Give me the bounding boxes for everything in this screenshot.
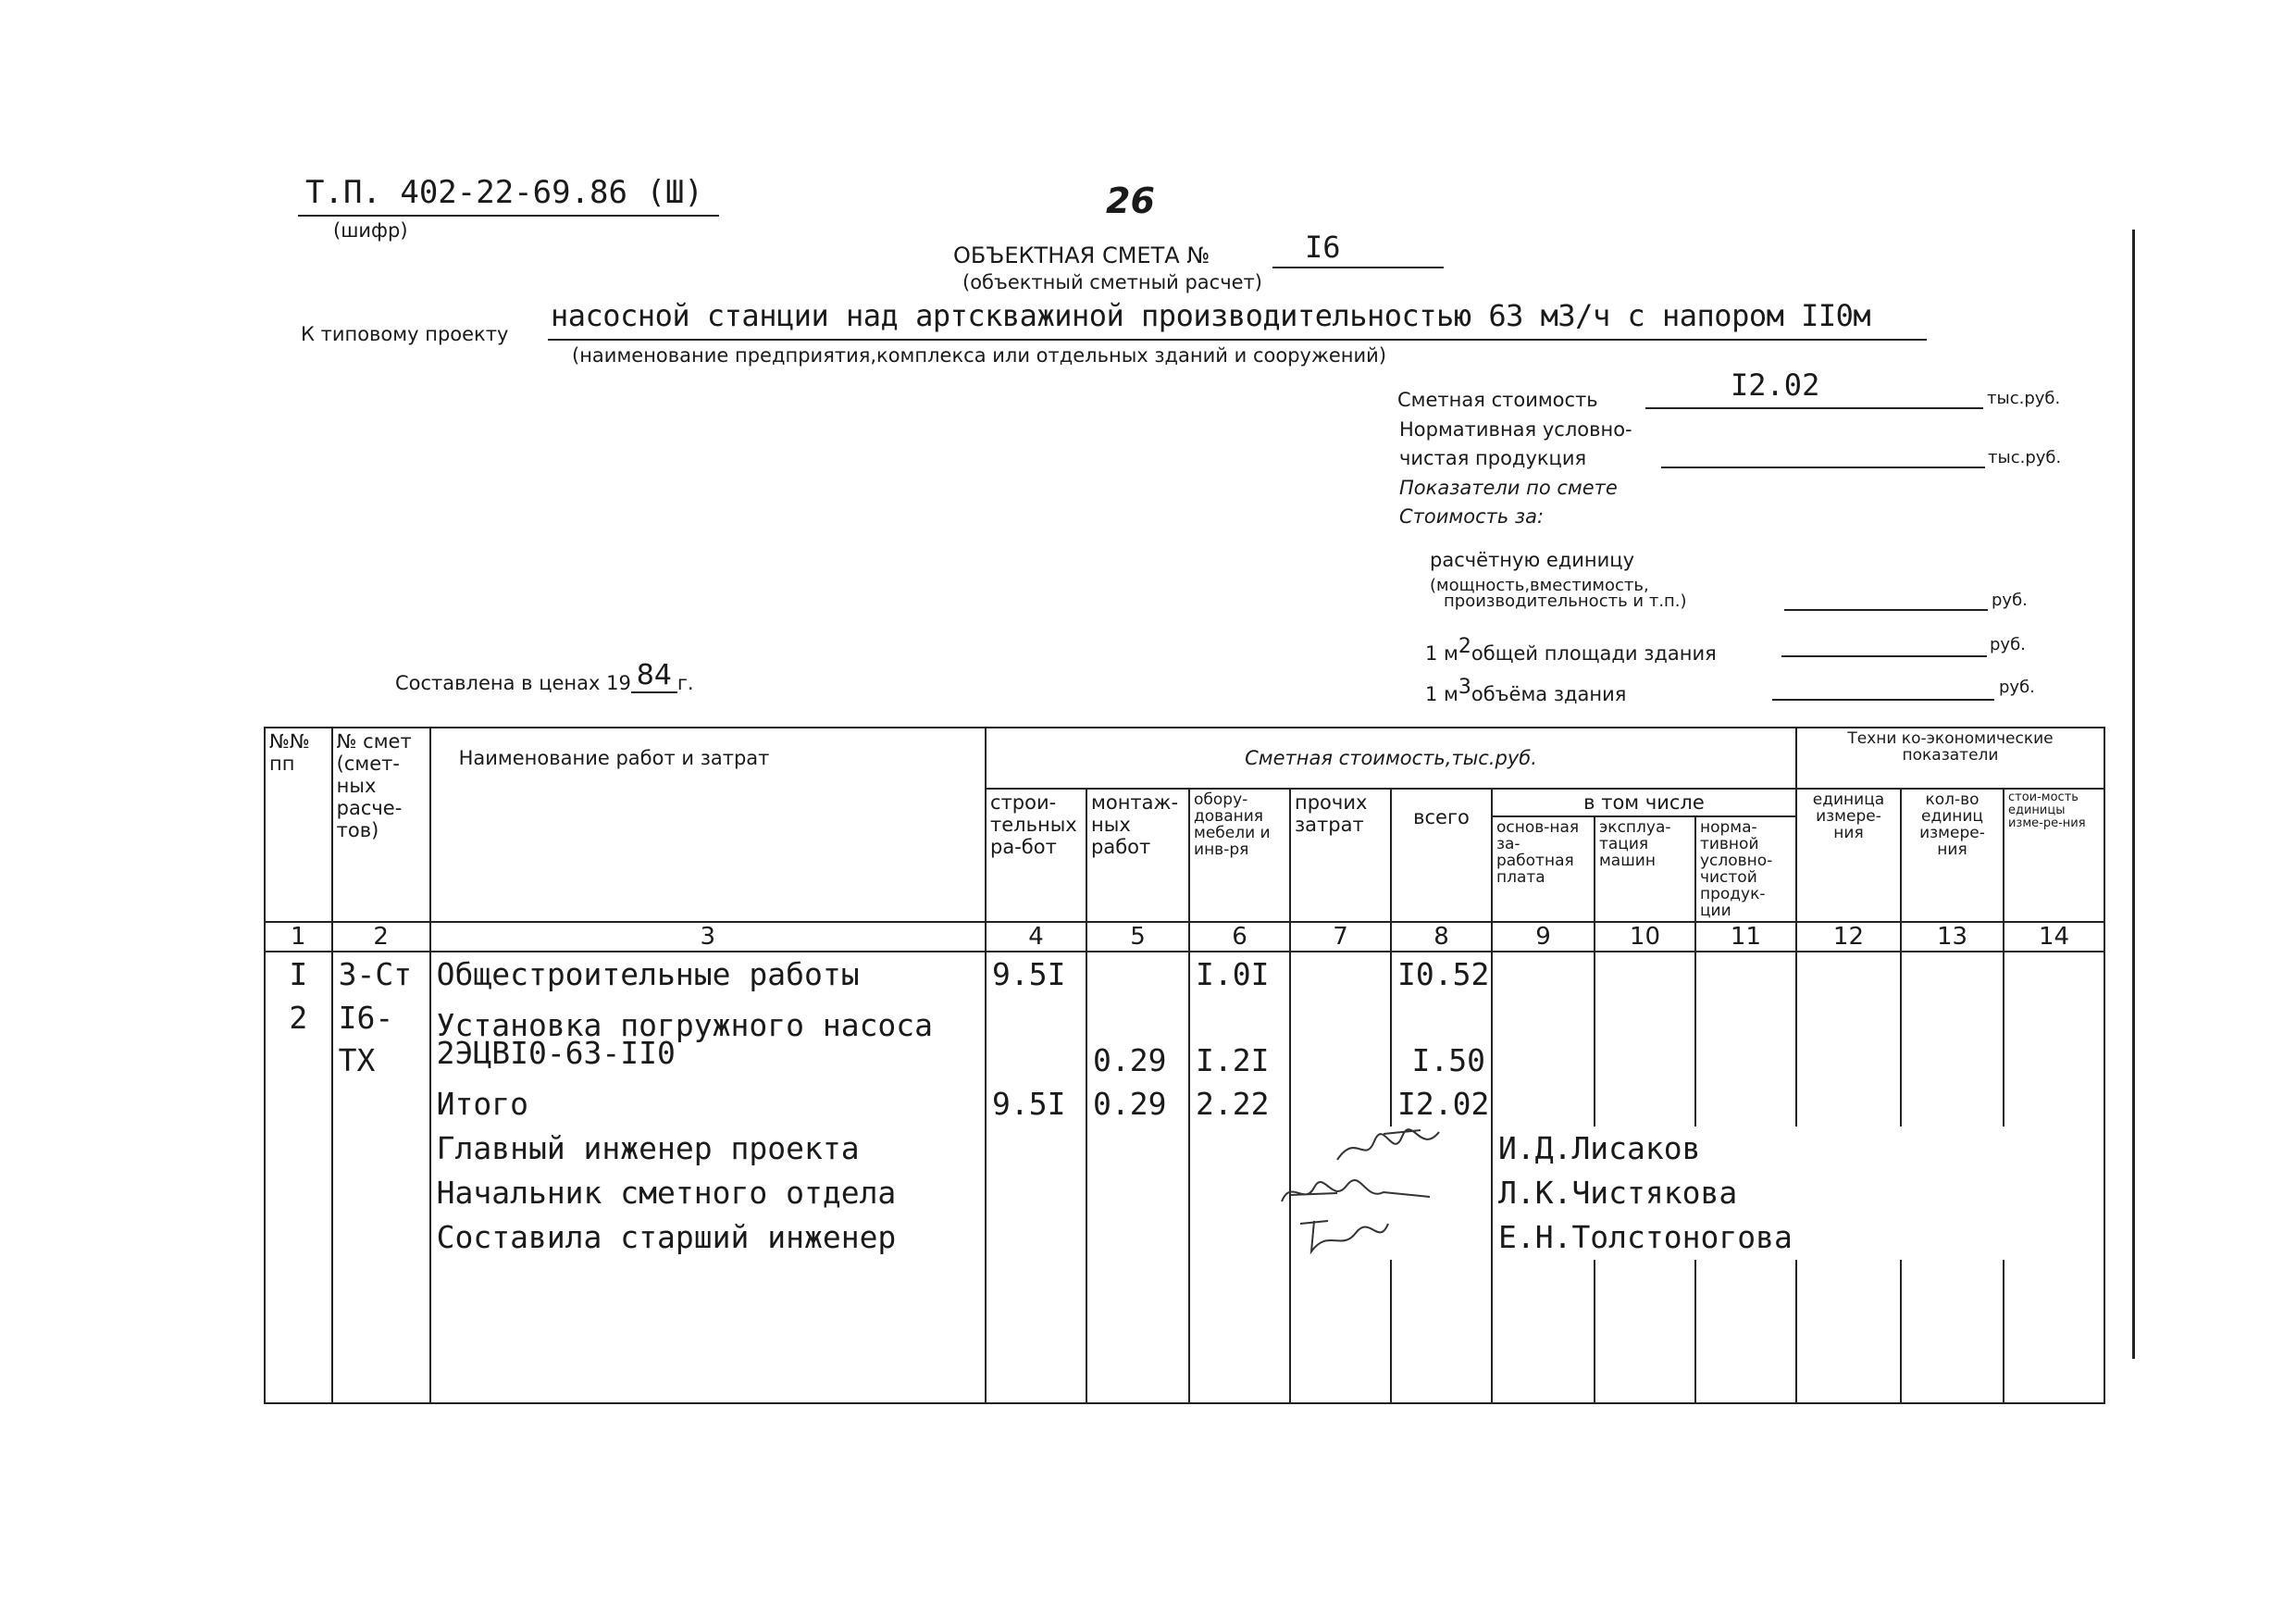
signature-row: [265, 1215, 2104, 1260]
document-code-underline: [298, 215, 719, 217]
row-number: [265, 1082, 332, 1126]
volume-underline: [1772, 699, 1994, 701]
row-name: Установка погружного насоса 2ЭЦВI0-63-II0: [430, 997, 986, 1082]
project-prefix: К типовому проекту: [301, 323, 509, 345]
header-c6: обору-дования мебели и инв-ря: [1189, 789, 1290, 922]
cost-value: I2.02: [1731, 367, 1820, 403]
indicators-label: Показатели по смете: [1399, 477, 1618, 499]
document-code-caption: (шифр): [333, 219, 408, 242]
row-c7: [1290, 997, 1391, 1082]
project-name-underline: [548, 339, 1927, 341]
signature-person: Е.Н.Толстоногова: [1492, 1215, 2104, 1260]
row-c4: [986, 997, 1086, 1082]
row-name: Итого: [430, 1082, 986, 1126]
header-tech-group: Техни ко-экономические показатели: [1796, 728, 2104, 789]
calc-unit-underline: [1784, 609, 1988, 611]
header-c4: строи-тельных ра-бот: [986, 789, 1086, 922]
normative-underline: [1661, 467, 1985, 468]
volume-label: [1425, 676, 1626, 705]
header-cost-group: Сметная стоимость,тыс.руб.: [986, 728, 1796, 789]
signature-row: [265, 1126, 2104, 1171]
volume-sup: 3: [1458, 676, 1471, 699]
row-number: 2: [265, 997, 332, 1082]
row-c6: I.2I: [1189, 997, 1290, 1082]
row-c8: I.50: [1391, 997, 1492, 1082]
row-c4: 9.5I: [986, 1082, 1086, 1126]
calc-unit-caption-2: производительность и т.п.): [1444, 591, 1687, 611]
signature-scribble: [1282, 1123, 1467, 1169]
row-c6: 2.22: [1189, 1082, 1290, 1126]
signature-scribble: [1291, 1210, 1476, 1256]
row-c5: 0.29: [1086, 1082, 1189, 1126]
calc-unit-label: расчётную единицу: [1430, 549, 1635, 571]
row-ref: [332, 1082, 430, 1126]
volume-rub: руб.: [1999, 678, 2035, 697]
row-c8: I2.02: [1391, 1082, 1492, 1126]
area-underline: [1781, 655, 1987, 657]
row-c8: I0.52: [1391, 952, 1492, 997]
row-c7: [1290, 1082, 1391, 1126]
col-number: 10: [1595, 922, 1695, 952]
row-c7: [1290, 952, 1391, 997]
header-c14: стои-мость единицы изме-ре-ния: [2004, 789, 2104, 922]
estimate-number-underline: [1272, 267, 1444, 268]
header-c7: прочих затрат: [1290, 789, 1391, 922]
table-row-total: [265, 1082, 2104, 1126]
signature-role: Главный инженер проекта: [430, 1126, 986, 1171]
page-number: 26: [1106, 180, 1155, 221]
row-c5: 0.29: [1086, 997, 1189, 1082]
normative-label-1: Нормативная условно-: [1399, 418, 1632, 441]
area-rub: руб.: [1990, 635, 2026, 654]
signature-role: Составила старший инженер: [430, 1215, 986, 1260]
document-code: Т.П. 402-22-69.86 (Ш): [305, 174, 703, 211]
volume-label-a: 1 м: [1425, 683, 1458, 705]
signature-scribble: [1263, 1169, 1448, 1215]
header-c3: Наименование работ и затрат: [430, 728, 986, 922]
cost-unit: тыс.руб.: [1987, 389, 2061, 408]
signature-role: Начальник сметного отдела: [430, 1171, 986, 1215]
col-number: 13: [1901, 922, 2004, 952]
col-number: 14: [2004, 922, 2104, 952]
table-row: [265, 997, 2104, 1082]
right-margin-line: [2132, 230, 2135, 1359]
area-label-a: 1 м: [1425, 642, 1458, 665]
header-c8: всего: [1391, 789, 1492, 922]
col-number: 5: [1086, 922, 1189, 952]
col-number: 8: [1391, 922, 1492, 952]
row-c4: 9.5I: [986, 952, 1086, 997]
header-c13: кол-во единиц измере-ния: [1901, 789, 2004, 922]
header-incl-group: в том числе: [1492, 789, 1796, 816]
col-number: 4: [986, 922, 1086, 952]
estimate-table: [264, 727, 2105, 1404]
area-sup: 2: [1458, 635, 1471, 658]
calc-unit-rub: руб.: [1992, 591, 2028, 610]
cost-per-label: Стоимость за:: [1399, 505, 1545, 528]
volume-label-b: объёма здания: [1471, 683, 1627, 705]
prices-label-b: г.: [676, 672, 694, 694]
normative-label-2: чистая продукция: [1399, 447, 1587, 469]
estimate-title-caption: (объектный сметный расчет): [962, 271, 1262, 293]
col-number: 12: [1796, 922, 1901, 952]
calc-unit-caption-1: (мощность,вместимость,: [1430, 576, 1649, 595]
col-number: 6: [1189, 922, 1290, 952]
row-c6: I.0I: [1189, 952, 1290, 997]
header-c10: эксплуа-тация машин: [1595, 816, 1695, 922]
col-number: 11: [1695, 922, 1796, 952]
prices-label: [395, 659, 694, 699]
signature-row: [265, 1171, 2104, 1215]
header-c5: монтаж-ных работ: [1086, 789, 1189, 922]
cost-value-underline: [1645, 407, 1983, 409]
header-c11: норма-тивной условно-чистой продук-ции: [1695, 816, 1796, 922]
estimate-title: ОБЪЕКТНАЯ СМЕТА №: [953, 243, 1210, 268]
normative-unit: тыс.руб.: [1988, 448, 2062, 467]
prices-year: 84: [631, 659, 677, 693]
header-c2: № смет (смет-ных расче-тов): [332, 728, 430, 922]
header-c12: единица измере-ния: [1796, 789, 1901, 922]
col-number: 9: [1492, 922, 1595, 952]
header-c1: №№ пп: [265, 728, 332, 922]
project-name: насосной станции над артскважиной производительностью 63 м3/ч с напором II0м: [551, 298, 1871, 333]
col-number: 1: [265, 922, 332, 952]
table-row: [265, 952, 2104, 997]
row-number: I: [265, 952, 332, 997]
col-number: 2: [332, 922, 430, 952]
row-ref: 3-Ст: [332, 952, 430, 997]
area-label-b: общей площади здания: [1471, 642, 1717, 665]
signature-person: Л.К.Чистякова: [1492, 1171, 2104, 1215]
col-number: 3: [430, 922, 986, 952]
col-number: 7: [1290, 922, 1391, 952]
estimate-number: I6: [1305, 230, 1341, 265]
row-ref: I6-ТХ: [332, 997, 430, 1082]
project-caption: (наименование предприятия,комплекса или отдельных зданий и сооружений): [572, 344, 1387, 367]
prices-label-a: Составлена в ценах 19: [395, 672, 631, 694]
row-name: Общестроительные работы: [430, 952, 986, 997]
header-c9: основ-ная за-работная плата: [1492, 816, 1595, 922]
row-c5: [1086, 952, 1189, 997]
area-label: [1425, 635, 1717, 665]
cost-label: Сметная стоимость: [1397, 389, 1598, 411]
signature-person: И.Д.Лисаков: [1492, 1126, 2104, 1171]
